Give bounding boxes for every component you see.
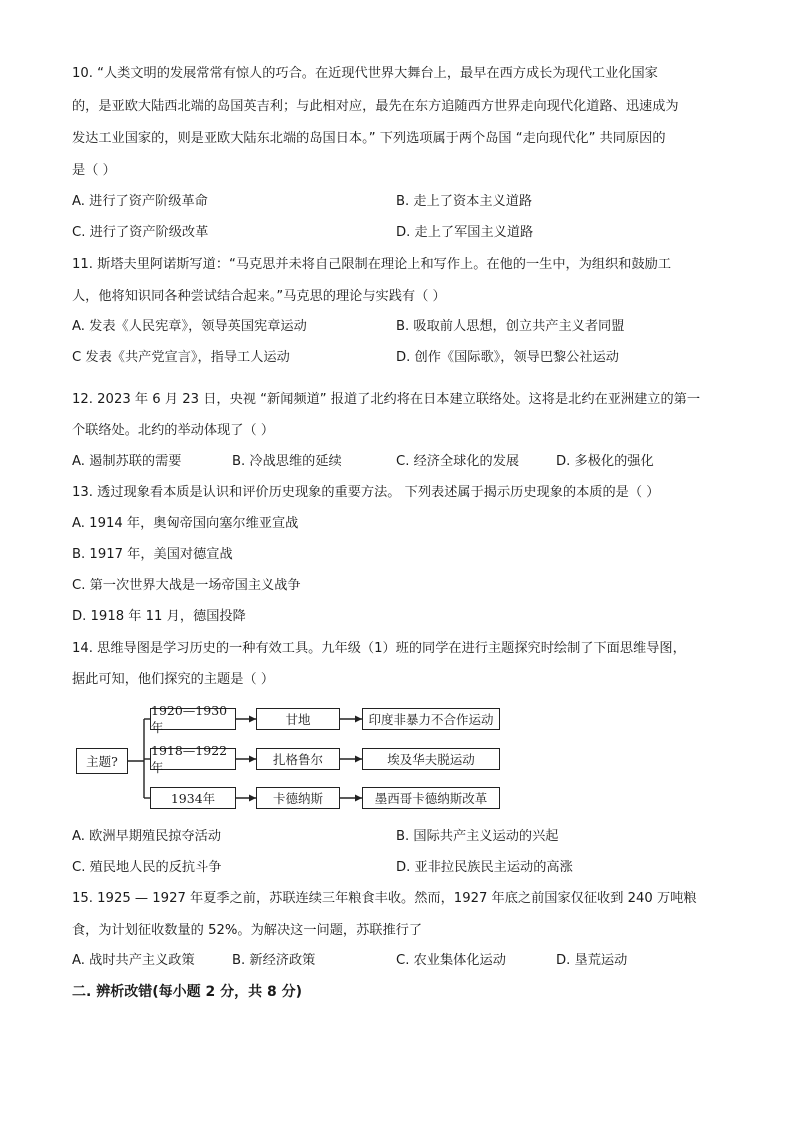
q10-line-3: 发达工业国家的，则是亚欧大陆东北端的岛国日本。” 下列选项属于两个岛国 “走向现代化” 共同原因的: [72, 131, 666, 146]
q14-option-d[interactable]: D. 亚非拉民族民主运动的高涨: [396, 860, 573, 875]
q12-option-d[interactable]: D. 多极化的强化: [556, 454, 654, 469]
q10-line-1: 10. “人类文明的发展常常有惊人的巧合。在近现代世界大舞台上，最早在西方成长为现代工业化国家: [72, 66, 658, 81]
q11-option-b[interactable]: B. 吸取前人思想，创立共产主义者同盟: [396, 319, 625, 334]
q12-line-1: 12. 2023 年 6 月 23 日，央视 “新闻频道” 报道了北约将在日本建立联络处。这将是北约在亚洲建立的第一: [72, 392, 701, 407]
q12-option-b[interactable]: B. 冷战思维的延续: [232, 454, 342, 469]
mindmap-person-1: 甘地: [256, 708, 340, 730]
q11-line-1: 11. 斯塔夫里阿诺斯写道：“马克思并未将自己限制在理论上和写作上。在他的一生中，为组织和鼓励工: [72, 257, 672, 272]
q15-line-2: 食，为计划征收数量的 52%。为解决这一问题，苏联推行了: [72, 923, 423, 938]
q13-option-a[interactable]: A. 1914 年，奥匈帝国向塞尔维亚宣战: [72, 516, 299, 531]
q11-option-d[interactable]: D. 创作《国际歌》，领导巴黎公社运动: [396, 350, 619, 365]
q10-option-d[interactable]: D. 走上了军国主义道路: [396, 225, 534, 240]
q10-option-b[interactable]: B. 走上了资本主义道路: [396, 194, 533, 209]
q10-line-4: 是（ ）: [72, 163, 116, 178]
q14-option-b[interactable]: B. 国际共产主义运动的兴起: [396, 829, 559, 844]
q10-option-a[interactable]: A. 进行了资产阶级革命: [72, 194, 208, 209]
q10-option-c[interactable]: C. 进行了资产阶级改革: [72, 225, 209, 240]
q13-option-c[interactable]: C. 第一次世界大战是一场帝国主义战争: [72, 578, 301, 593]
q15-option-b[interactable]: B. 新经济政策: [232, 953, 316, 968]
q15-option-c[interactable]: C. 农业集体化运动: [396, 953, 506, 968]
q15-line-1: 15. 1925 — 1927 年夏季之前，苏联连续三年粮食丰收。然而，1927 年底之前国家仅征收到 240 万吨粮: [72, 891, 697, 906]
mindmap-period-3: 1934年: [150, 787, 236, 809]
q11-option-a[interactable]: A. 发表《人民宪章》，领导英国宪章运动: [72, 319, 307, 334]
q10-line-2: 的，是亚欧大陆西北端的岛国英吉利；与此相对应，最先在东方追随西方世界走向现代化道路、迅速成为: [72, 99, 679, 114]
mindmap-person-2: 扎格鲁尔: [256, 748, 340, 770]
q12-option-c[interactable]: C. 经济全球化的发展: [396, 454, 520, 469]
q14-line-2: 据此可知，他们探究的主题是（ ）: [72, 672, 275, 687]
mindmap-event-1: 印度非暴力不合作运动: [362, 708, 500, 730]
q14-option-a[interactable]: A. 欧洲早期殖民掠夺活动: [72, 829, 222, 844]
q15-option-a[interactable]: A. 战时共产主义政策: [72, 953, 195, 968]
mindmap-period-1: 1920—1930年: [150, 708, 236, 730]
q11-option-c[interactable]: C 发表《共产党宣言》，指导工人运动: [72, 350, 290, 365]
mindmap-event-3: 墨西哥卡德纳斯改革: [362, 787, 500, 809]
mindmap-event-2: 埃及华夫脱运动: [362, 748, 500, 770]
q13-option-d[interactable]: D. 1918 年 11 月，德国投降: [72, 609, 246, 624]
q13-line-1: 13. 透过现象看本质是认识和评价历史现象的重要方法。 下列表述属于揭示历史现象的本质的是（ ）: [72, 485, 660, 500]
section-2-title: 二. 辨析改错(每小题 2 分，共 8 分): [72, 984, 302, 1000]
q11-line-2: 人，他将知识同各种尝试结合起来。”马克思的理论与实践有（ ）: [72, 289, 446, 304]
q14-line-1: 14. 思维导图是学习历史的一种有效工具。九年级（1）班的同学在进行主题探究时绘制了下面思维导图，: [72, 641, 686, 656]
mindmap-period-2: 1918—1922年: [150, 748, 236, 770]
q12-line-2: 个联络处。北约的举动体现了（ ）: [72, 423, 275, 438]
mindmap-root: 主题?: [76, 748, 128, 774]
q15-option-d[interactable]: D. 垦荒运动: [556, 953, 628, 968]
q13-option-b[interactable]: B. 1917 年，美国对德宣战: [72, 547, 233, 562]
q14-option-c[interactable]: C. 殖民地人民的反抗斗争: [72, 860, 222, 875]
mindmap-person-3: 卡德纳斯: [256, 787, 340, 809]
q12-option-a[interactable]: A. 遏制苏联的需要: [72, 454, 182, 469]
